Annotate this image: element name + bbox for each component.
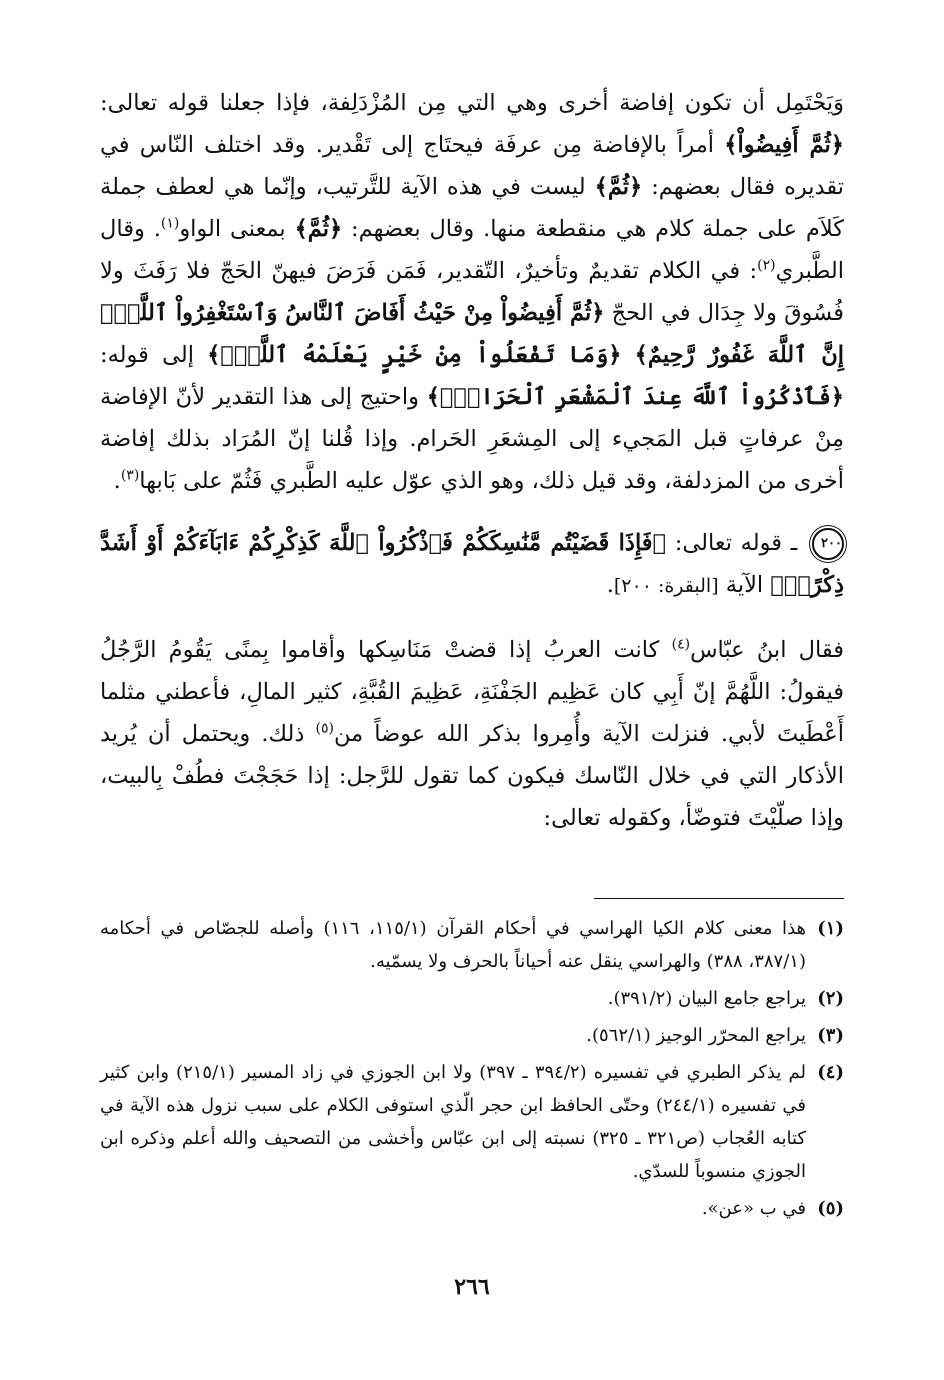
footnote-number: (٥) — [817, 1198, 844, 1219]
text-run: : في الكلام تقديمٌ وتأخيرٌ، التّقدير، فَمَن فَرَضَ فيهنّ الحَجّ فلا رَفَثَ ولا فُسُوقَ ولا جِدَال في الحجّ — [100, 258, 844, 326]
footnote-item — [100, 1056, 844, 1188]
footnote-item — [100, 982, 844, 1015]
footnote-text: يراجع جامع البيان (٣٩١/٢). — [607, 988, 806, 1009]
text-run: إلى قوله: — [100, 342, 208, 368]
quran-quote: ﴿وَمَا تَفْعَلُواْ مِنْ خَيْرٍ يَعْلَمْهُ ٱللَّهُۗ﴾ — [207, 342, 622, 368]
text-run: ـ قوله تعالى: — [666, 530, 806, 556]
footnote-number: (٣) — [817, 1025, 844, 1046]
footnote-text: في ب «عن». — [701, 1198, 806, 1219]
quran-quote: ﴿ثُمَّ أَفِيضُواْ مِنْ حَيْثُ أَفَاضَ ٱلنَّاسُ وَٱسْتَغْفِرُواْ ٱللَّهَۚ إِنَّ ٱللَّهَ غَفُورٌ رَّحِيمٌ﴾ — [100, 300, 844, 368]
footnote-text: يراجع المحرّر الوجيز (٥٦٢/١). — [586, 1025, 806, 1046]
footnote-item — [100, 1019, 844, 1052]
quran-quote: ﴿فَإِذَا قَضَيْتُم مَّنَٰسِكَكُمْ فَٱذْكُرُواْ ٱللَّهَ كَذِكْرِكُمْ ءَابَآءَكُمْ أَوْ أَشَدَّ ذِكْرًاۗ﴾ — [100, 530, 844, 598]
book-page — [100, 82, 844, 1340]
text-run — [621, 342, 634, 368]
page-number: ٢٦٦ — [454, 1274, 490, 1300]
footnote-separator — [594, 898, 844, 899]
footnote-text: لم يذكر الطبري في تفسيره (٣٩٤/٢ ـ ٣٩٧) ولا ابن الجوزي في زاد المسير (٢١٥/١) وابن كثير في تفسيره (٢٤٤/١) وحتّى الحافظ ابن حجر الّذي استوفى الكلام على سبب نزول هذه الآية في كتابه العُجاب (ص٣٢١ ـ ٣٢٥) نسبته إلى ابن عبّاس وأخشى من التصحيف والله أعلم وذكره ابن الجوزي منسوباً للسدّي. — [100, 1062, 806, 1182]
footnote-number: (٤) — [817, 1062, 844, 1083]
verse-text — [100, 530, 844, 598]
text-run: وَيَحْتَمِل أن تكون إفاضة أخرى وهي التي مِن المُزْدَلِفة، فإذا جعلنا قوله تعالى: — [100, 90, 844, 116]
quran-quote: ﴿ثُمَّ أَفِيضُواْ﴾ — [724, 132, 844, 158]
quran-quote: ﴿فَٱذْكُرُواْ ٱللَّهَ عِندَ ٱلْمَشْعَرِ ٱلْحَرَامِۖ﴾ — [426, 384, 844, 410]
footnote-item — [100, 912, 844, 978]
text-run: . — [606, 572, 614, 598]
text-run: أمراً بالإفاضة مِن عرفَة فيحتَاج إلى تَقْدير. وقد اختلف النّاس في تقديره فقال بعضهم: — [100, 132, 844, 200]
verse-reference: [البقرة: ٢٠٠] — [613, 575, 719, 597]
text-run: ليست في هذه الآية للتَّرتيب، وإنّما هي لعطف جملة كَلاَم على جملة كلام هي منقطعة منها. وقال بعضهم: — [100, 174, 844, 242]
text-run: فقال ابنُ عبّاس — [690, 637, 844, 663]
footnote-marker: (٤) — [671, 636, 691, 653]
paragraph-3 — [100, 629, 844, 839]
quran-quote: ﴿ثُمَّ﴾ — [594, 174, 643, 200]
verse-commentary-heading — [100, 522, 844, 607]
footnote-item — [100, 1192, 844, 1225]
text-run: كانت العربُ إذا قضتْ مَنَاسِكها وأقاموا بِمنًى يَقُومُ الرَّجُلُ فيقولُ: اللَّهُمَّ إنّ أَبِي كان عَظِيم الجَفْنَةِ، عَظِيمَ القُبَّةِ، كثير المالِ، فأعطني مثلما أَعْطَيتَ لأبي. فنزلت الآية وأُمِروا بذكر الله عوضاً من — [100, 637, 844, 747]
text-run: الآية — [718, 572, 771, 598]
text-run: بمعنى الواو — [179, 216, 295, 242]
text-run: واحتيج إلى هذا التقدير لأنّ الإفاضة مِنْ عرفاتٍ قبل المَجيء إلى المِشعَرِ الحَرام. وإذا قُلنا إنّ المُرَاد بذلك إفاضة أخرى من المزدلفة، وقد قيل ذلك، وهو الذي عوّل عليه الطَّبري فَثُمّ على بَابها — [100, 384, 844, 494]
footnote-marker: (٢) — [757, 257, 776, 274]
verse-number-badge: ٢٠٠ — [812, 528, 844, 560]
footnote-marker: (٥) — [315, 720, 334, 737]
text-run: ذلك. ويحتمل أن يُريد الأذكار التي في خلال النّاسك فيكون كما تقول للرَّجل: إذا حَجَجْتَ فطُفْ بِالبيت، وإذا صلّيْتَ فتوضّأ، وكقوله تعالى: — [100, 721, 844, 831]
footnote-text: هذا معنى كلام الكيا الهراسي في أحكام القرآن (١١٥/١، ١١٦) وأصله للجصّاص في أحكامه (٣٨٧/١، ٣٨٨) والهراسي ينقل عنه أحياناً بالحرف ولا يسمّيه. — [100, 918, 807, 972]
text-run: . — [113, 468, 121, 494]
footnote-marker: (١) — [160, 215, 180, 232]
footnote-marker: (٣) — [120, 467, 140, 484]
text-run: . وقال الطَّبري — [100, 216, 844, 284]
footnote-number: (١) — [817, 918, 844, 939]
footnote-number: (٢) — [817, 988, 844, 1009]
paragraph-1 — [100, 82, 844, 502]
quran-quote: ﴿ثُمَّ﴾ — [294, 216, 343, 242]
footnotes-list — [100, 912, 844, 1229]
